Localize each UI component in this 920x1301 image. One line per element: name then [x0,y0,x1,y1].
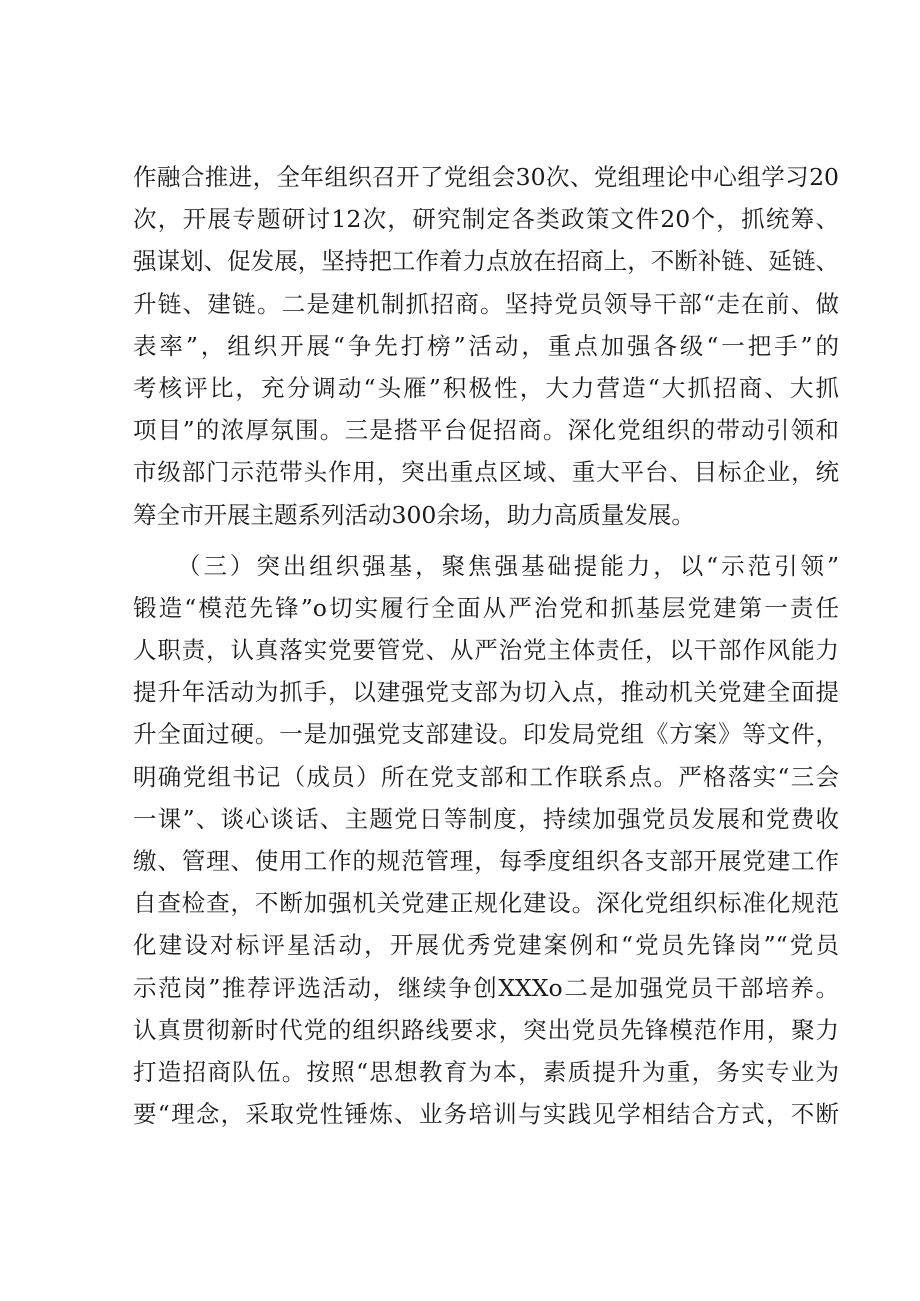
text-line: 要“理念，采取党性锤炼、业务培训与实践见学相结合方式，不断 [133,1100,839,1129]
text-line: 次，开展专题研讨12次，研究制定各类政策文件20个，抓统筹、 [133,205,839,234]
text-line: 自查检查，不断加强机关党建正规化建设。深化党组织标准化规范 [133,889,839,918]
text-line: 考核评比，充分调动“头雁”积极性，大力营造“大抓招商、大抓 [133,373,839,402]
text-line: 升全面过硬。一是加强党支部建设。印发局党组《方案》等文件， [133,720,839,749]
text-line: 锻造“模范先锋”o切实履行全面从严治党和抓基层党建第一责任 [133,593,839,622]
text-line: 强谋划、促发展，坚持把工作着力点放在招商上，不断补链、延链、 [133,247,839,276]
paragraph-organization-foundation [133,545,839,1136]
text-line: 一课”、谈心谈话、主题党日等制度，持续加强党员发展和党费收 [133,804,839,833]
text-line: 化建设对标评星活动，开展优秀党建案例和“党员先锋岗”“党员 [133,931,839,960]
text-line: 提升年活动为抓手，以建强党支部为切入点，推动机关党建全面提 [133,678,839,707]
text-line: 项目”的浓厚氛围。三是搭平台促招商。深化党组织的带动引领和 [133,416,839,445]
text-line: 市级部门示范带头作用，突出重点区域、重大平台、目标企业，统 [133,458,839,487]
text-line: 筹全市开展主题系列活动300余场，助力高质量发展。 [133,500,695,529]
text-line: 示范岗”推荐评选活动，继续争创XXXo二是加强党员干部培养。 [133,973,839,1002]
text-line: 打造招商队伍。按照“思想教育为本，素质提升为重，务实专业为 [133,1057,839,1086]
text-line: 升链、建链。二是建机制抓招商。坚持党员领导干部“走在前、做 [133,289,839,318]
text-line: 认真贯彻新时代党的组织路线要求，突出党员先锋模范作用，聚力 [133,1015,839,1044]
paragraph-investment [133,156,839,536]
text-line: 作融合推进，全年组织召开了党组会30次、党组理论中心组学习20 [133,163,839,191]
text-line: 缴、管理、使用工作的规范管理，每季度组织各支部开展党建工作 [133,847,839,875]
text-line: 明确党组书记（成员）所在党支部和工作联系点。严格落实“三会 [133,762,839,791]
text-line: 人职责，认真落实党要管党、从严治党主体责任，以干部作风能力 [133,636,839,665]
text-line: 表率”，组织开展“争先打榜”活动，重点加强各级“一把手”的 [133,331,839,360]
section-heading-line: （三）突出组织强基，聚焦强基础提能力，以“示范引领” [177,551,839,580]
document-page [133,156,839,1135]
